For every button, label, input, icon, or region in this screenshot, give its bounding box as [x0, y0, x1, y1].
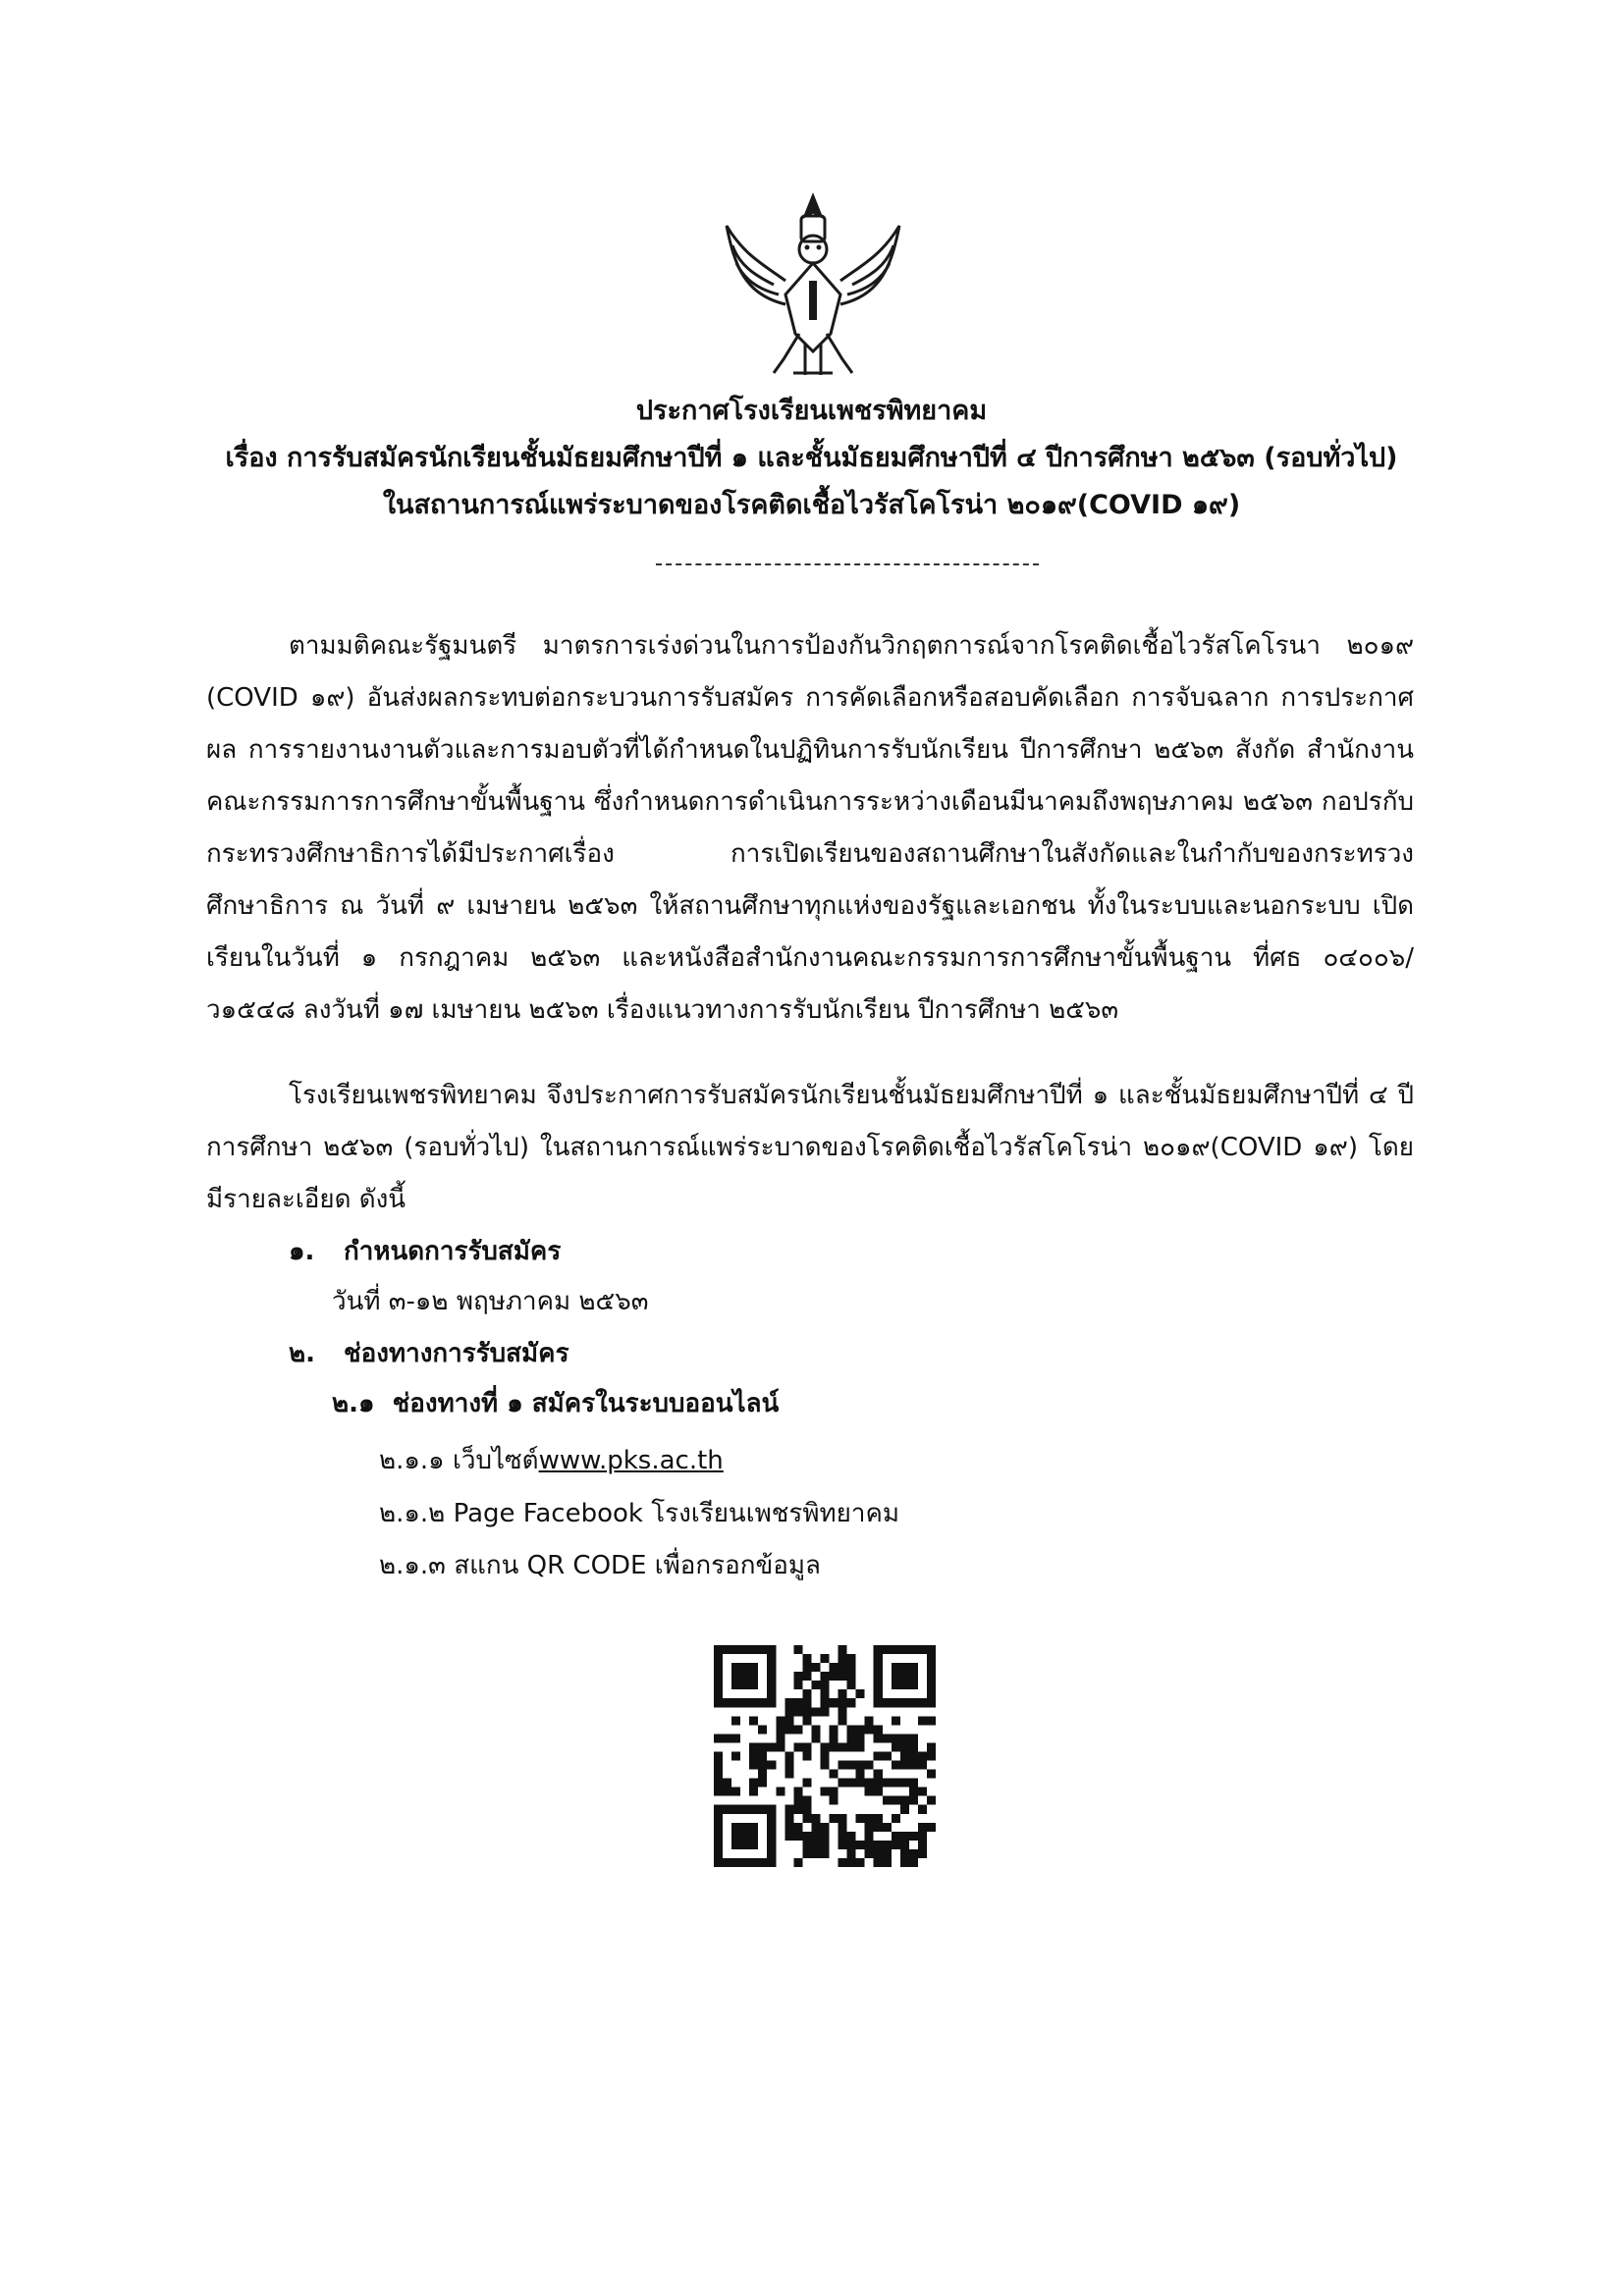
title-line-3: ในสถานการณ์แพร่ระบาดของโรคติดเชื้อไวรัสโคโรน่า ๒๐๑๙(COVID ๑๙)	[382, 490, 1241, 520]
list-item-website	[379, 1441, 724, 1480]
section-2-heading	[289, 1334, 569, 1373]
section-1-detail: วันที่ ๓-๑๒ พฤษภาคม ๒๕๖๓	[332, 1287, 649, 1316]
title-line-2: เรื่อง การรับสมัครนักเรียนชั้นมัธยมศึกษาปีที่ ๑ และชั้นมัธยมศึกษาปีที่ ๔ ปีการศึกษา ๒๕๖๓ (รอบทั่วไป)	[225, 443, 1398, 473]
item-2-1-3-text: สแกน QR CODE เพื่อกรอกข้อมูล	[454, 1551, 821, 1580]
website-link[interactable]: www.pks.ac.th	[538, 1446, 724, 1475]
section-2-number: ๒.	[289, 1339, 316, 1368]
section-2-title: ช่องทางการรับสมัคร	[344, 1339, 569, 1368]
list-item-qr	[379, 1546, 821, 1585]
list-item-facebook	[379, 1494, 899, 1533]
title-divider	[656, 563, 1039, 565]
subsection-2-1-heading	[332, 1384, 779, 1423]
paragraph-2-text: โรงเรียนเพชรพิทยาคม จึงประกาศการรับสมัครนักเรียนชั้นมัธยมศึกษาปีที่ ๑ และชั้นมัธยมศึกษาปีที่ ๔ ปีการศึกษา ๒๕๖๓ (รอบทั่วไป) ในสถานการณ์แพร่ระบาดของโรคติดเชื้อไวรัสโคโรน่า ๒๐๑๙(COVID ๑๙) โดยมีรายละเอียด ดังนี้	[206, 1081, 1414, 1214]
item-2-1-3-number: ๒.๑.๓	[379, 1551, 446, 1580]
title-line-1: ประกาศโรงเรียนเพชรพิทยาคม	[635, 396, 988, 426]
body-paragraph-1	[206, 620, 1414, 1037]
section-1-title: กำหนดการรับสมัคร	[344, 1237, 562, 1266]
garuda-emblem-icon	[715, 187, 911, 383]
section-1-number: ๑.	[289, 1237, 315, 1266]
body-paragraph-2	[206, 1070, 1414, 1226]
subsection-2-1-title: ช่องทางที่ ๑ สมัครในระบบออนไลน์	[392, 1389, 780, 1418]
section-1-heading	[289, 1232, 561, 1271]
paragraph-1-text: ตามมติคณะรัฐมนตรี มาตรการเร่งด่วนในการป้องกันวิกฤตการณ์จากโรคติดเชื้อไวรัสโคโรนา ๒๐๑๙ (COVID ๑๙) อันส่งผลกระทบต่อกระบวนการรับสมัคร การคัดเลือกหรือสอบคัดเลือก การจับฉลาก การประกาศผล การรายงานงานตัวและการมอบตัวที่ได้กำหนดในปฏิทินการรับนักเรียน ปีการศึกษา ๒๕๖๓ สังกัด สำนักงานคณะกรรมการการศึกษาขั้นพื้นฐาน ซึ่งกำหนดการดำเนินการระหว่างเดือนมีนาคมถึงพฤษภาคม ๒๕๖๓ กอปรกับกระทรวงศึกษาธิการได้มีประกาศเรื่อง การเปิดเรียนของสถานศึกษาในสังกัดและในกำกับของกระทรวงศึกษาธิการ ณ วันที่ ๙ เมษายน ๒๕๖๓ ให้สถานศึกษาทุกแห่งของรัฐและเอกชน ทั้งในระบบและนอกระบบ เปิดเรียนในวันที่ ๑ กรกฎาคม ๒๕๖๓ และหนังสือสำนักงานคณะกรรมการการศึกษาขั้นพื้นฐาน ที่ศธ ๐๔๐๐๖/ว๑๕๔๘ ลงวันที่ ๑๗ เมษายน ๒๕๖๓ เรื่องแนวทางการรับนักเรียน ปีการศึกษา ๒๕๖๓	[206, 631, 1414, 1025]
subsection-2-1-number: ๒.๑	[332, 1389, 375, 1418]
announcement-title	[0, 388, 1623, 529]
item-2-1-1-text: เว็บไซต์	[452, 1446, 539, 1475]
qr-code-icon[interactable]	[714, 1645, 936, 1867]
item-2-1-2-text: Page Facebook โรงเรียนเพชรพิทยาคม	[453, 1499, 899, 1528]
item-2-1-2-number: ๒.๑.๒	[379, 1499, 446, 1528]
item-2-1-1-number: ๒.๑.๑	[379, 1446, 445, 1475]
